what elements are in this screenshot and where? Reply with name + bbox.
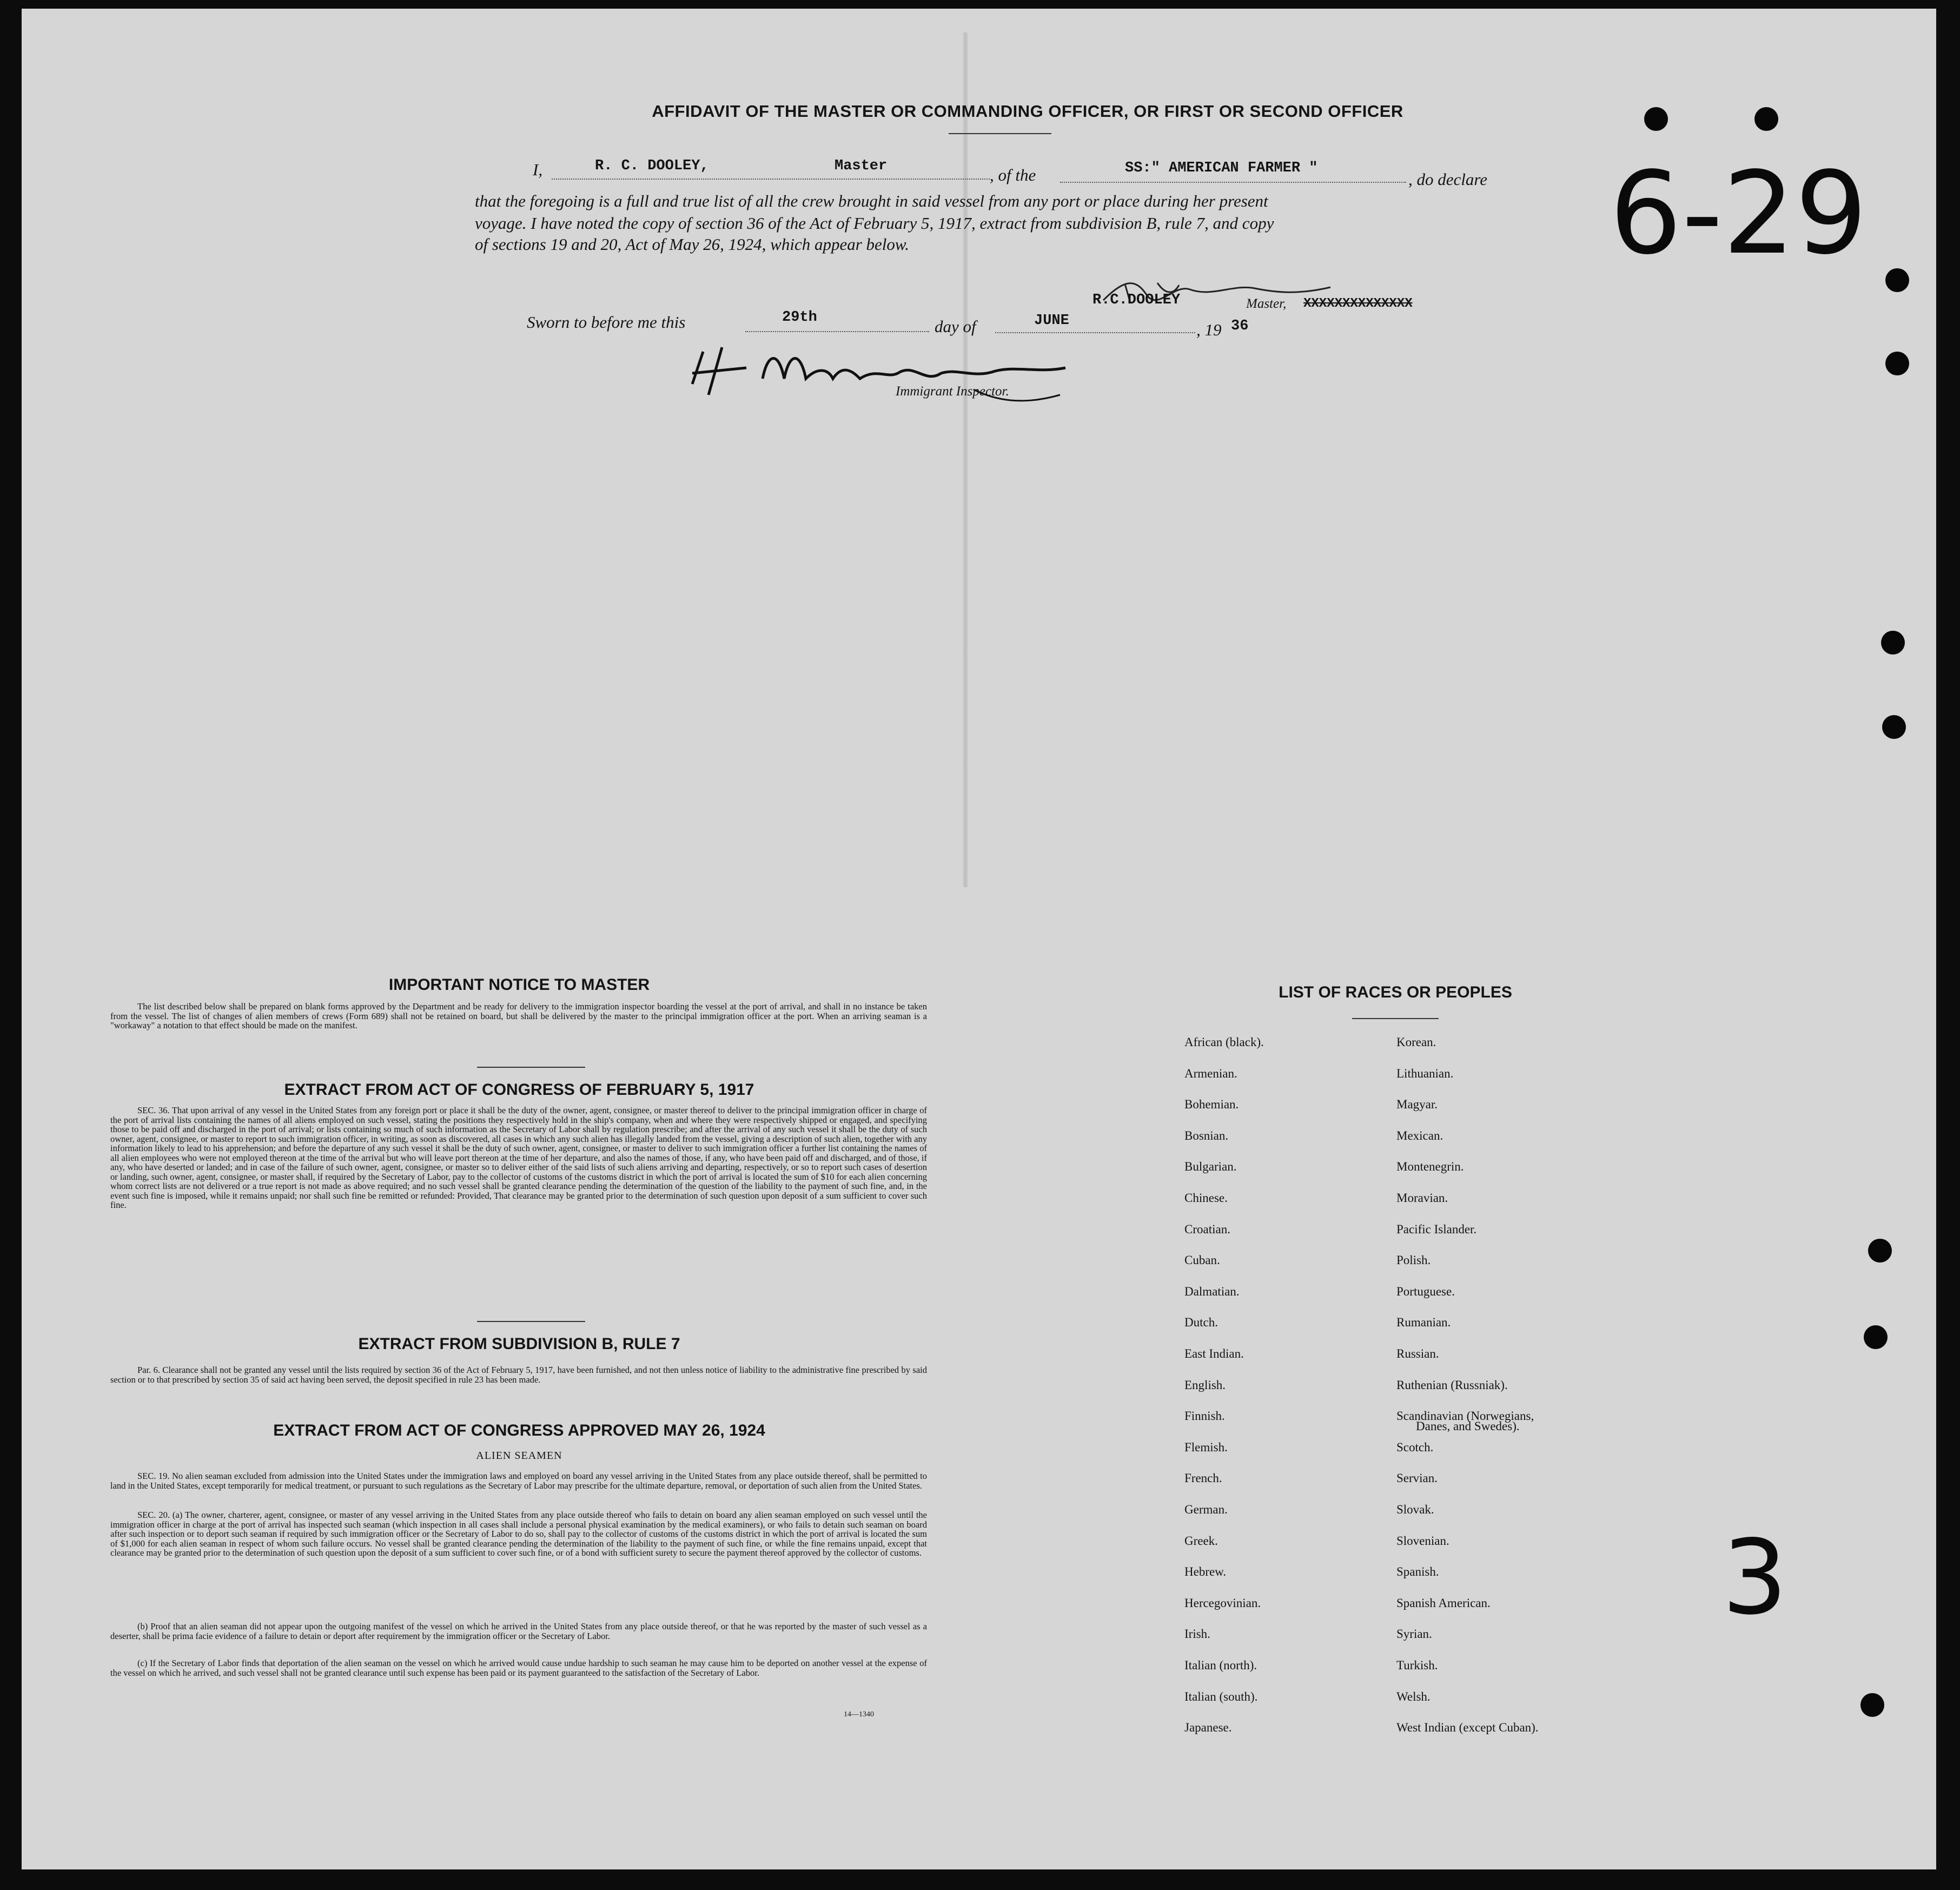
punch-hole [1860,1693,1884,1717]
race-item: Syrian. [1396,1627,1432,1641]
race-item: English. [1184,1378,1226,1392]
race-item: Korean. [1396,1035,1436,1049]
race-item: Dutch. [1184,1316,1218,1330]
sec19-text: SEC. 19. No alien seaman excluded from admission into the United States under the immigration laws and employed on board any vessel arriving in the United States from any place outside thereof, shall be permitted to land in the United States, except temporarily for medical treatment, or pursuant to such regulations as the Secretary of Labor may prescribe for the ultimate departure, removal, or deportation of such alien from the United States. [110,1471,927,1491]
punch-hole [1868,1239,1892,1263]
sworn-year: 36 [1231,318,1249,334]
punch-hole [1885,268,1909,292]
race-item: Rumanian. [1396,1316,1451,1330]
form-number: 14—1340 [844,1710,874,1719]
of-the-label: , of the [990,166,1036,184]
master-signed-name: R.C.DOOLEY [1092,292,1181,308]
sworn-month: JUNE [1034,313,1069,329]
extract-1924-subtitle: ALIEN SEAMEN [476,1450,562,1462]
punch-hole [1885,352,1909,375]
race-item: Polish. [1396,1253,1431,1267]
race-item: Flemish. [1184,1440,1228,1454]
race-item: Russian. [1396,1347,1439,1360]
race-item: Bosnian. [1184,1128,1229,1142]
race-item: Moravian. [1396,1191,1448,1205]
struck-title: XXXXXXXXXXXXXX [1303,296,1413,311]
page-fold [963,32,968,887]
inspector-signature [671,335,1082,417]
sec20b-text: (b) Proof that an alien seaman did not appear upon the outgoing manifest of the vessel on which he arrived in the United States from any place outside thereof, or that he was reported by the master of such vessel as a deserter, shall be prima facie evidence of a failure to detain or deport after requirement by the immigration officer or the Secretary of Labor. [110,1621,927,1641]
race-item: Slovak. [1396,1503,1434,1516]
punch-hole [1882,715,1906,739]
affidavit-line: of sections 19 and 20, Act of May 26, 1924, which appear below. [475,235,910,254]
race-item: Cuban. [1184,1253,1220,1267]
affidavit-title: AFFIDAVIT OF THE MASTER OR COMMANDING OFFICER, OR FIRST OR SECOND OFFICER [652,102,1403,121]
race-item: Welsh. [1396,1689,1431,1703]
month-underline [995,332,1195,333]
race-item: Greek. [1184,1534,1218,1548]
race-item: German. [1184,1503,1228,1516]
master-rank: Master [835,158,888,174]
do-declare-label: , do declare [1408,170,1488,189]
day-of-label: day of [935,317,976,336]
handwritten-number: 3 [1722,1518,1787,1637]
vessel-name: SS:" AMERICAN FARMER " [1125,160,1318,176]
race-item: Dalmatian. [1184,1284,1240,1298]
punch-hole [1881,631,1905,655]
race-item: Hebrew. [1184,1565,1227,1579]
punch-hole [1754,107,1778,131]
race-item: Armenian. [1184,1066,1237,1080]
race-item: Montenegrin. [1396,1160,1464,1174]
affidavit-line: voyage. I have noted the copy of section 36 of the Act of February 5, 1917, extract from subdivision B, rule 7, and copy [475,214,1274,233]
race-item: Japanese. [1184,1721,1232,1735]
sec20c-text: (c) If the Secretary of Labor finds that deportation of the alien seaman on the vessel on which he arrived would cause undue hardship to such seaman he may cause him to be deported on another vessel at the expense of the vessel on which he arrived, and such vessel shall not be granted clearance until such expense has been paid or its payment guaranteed to the satisfaction of the Secretary of Labor. [110,1658,927,1678]
race-item: Servian. [1396,1471,1438,1485]
race-item: Hercegovinian. [1184,1596,1261,1610]
race-item: French. [1184,1471,1222,1485]
notice-title: IMPORTANT NOTICE TO MASTER [388,976,650,994]
race-item: West Indian (except Cuban). [1396,1721,1539,1735]
race-item: Lithuanian. [1396,1066,1454,1080]
race-item: Danes, and Swedes). [1416,1419,1520,1433]
race-item: Scotch. [1396,1440,1434,1454]
sworn-day: 29th [782,309,817,326]
affidavit-line: that the foregoing is a full and true list of all the crew brought in said vessel from any port or place during her present [475,191,1268,210]
race-item: Slovenian. [1396,1534,1449,1548]
races-title: LIST OF RACES OR PEOPLES [1279,983,1512,1001]
race-item: Spanish. [1396,1565,1439,1579]
race-item: Scandinavian (Norwegians, [1396,1409,1534,1423]
notice-body: The list described below shall be prepared on blank forms approved by the Department and be ready for delivery to the immigration inspector boarding the vessel at the port of arrival, and shall in no instance be taken from the vessel. The list of changes of alien members of crews (Form 689) shall not be retained on board, but shall be delivered by the master to the principal immigration officer at the port. When an arriving seaman is a "workaway" a notation to that effect should be made on the manifest. [110,1001,927,1030]
name-underline [552,179,990,180]
master-label: Master, [1246,296,1287,311]
sec20a-text: SEC. 20. (a) The owner, charterer, agent, consignee, or master of any vessel arriving in the United States from any place outside thereof who fails to detain on board any alien seaman employed on such vessel until the immigration officer in charge at the port of arrival has inspected such seaman (which inspection in all cases shall include a personal physical examination by the medical examiners), or who fails to detain such seaman on board after such inspection or to deport such seaman if required by such immigration officer or the Secretary of Labor to do so, shall pay to the collector of customs of the customs district in which the port of arrival is located the sum of $1,000 for each alien seaman in respect of whom such failure occurs. No vessel shall be granted clearance pending the determination of the liability to the payment of such fine, or while the fine remains unpaid, except that clearance may be granted prior to the determination of such question upon the deposit of a sum sufficient to cover such fine, or of a bond with sufficient surety to secure the payment thereof approved by the collector of customs. [110,1510,927,1558]
race-item: Mexican. [1396,1128,1443,1142]
race-item: Turkish. [1396,1658,1438,1672]
year-prefix: , 19 [1196,320,1222,339]
rule7-title: EXTRACT FROM SUBDIVISION B, RULE 7 [358,1335,680,1353]
affidavit-i: I, [533,160,543,179]
race-item: Italian (north). [1184,1658,1257,1672]
extract-1924-title: EXTRACT FROM ACT OF CONGRESS APPROVED MAY 26, 1924 [273,1422,765,1439]
day-underline [745,331,929,332]
race-item: Bohemian. [1184,1098,1239,1112]
document-page [22,9,1936,1869]
race-item: Irish. [1184,1627,1210,1641]
handwritten-number: 6-29 [1610,147,1868,280]
punch-hole [1644,107,1668,131]
race-item: Bulgarian. [1184,1160,1237,1174]
race-item: African (black). [1184,1035,1264,1049]
race-item: Chinese. [1184,1191,1228,1205]
vessel-underline [1060,182,1406,183]
race-item: East Indian. [1184,1347,1244,1360]
divider [1352,1018,1439,1019]
punch-hole [1864,1325,1888,1349]
race-item: Spanish American. [1396,1596,1491,1610]
race-item: Magyar. [1396,1098,1438,1112]
race-item: Finnish. [1184,1409,1225,1423]
inspector-label: Immigrant Inspector. [896,384,1009,399]
divider [477,1321,585,1322]
extract-1917-body: SEC. 36. That upon arrival of any vessel in the United States from any foreign port or place it shall be the duty of the owner, agent, consignee, or master thereof to deliver to the principal immigration officer in charge of the port of arrival lists containing the names of all aliens employed on such vessel, stating the positions they respectively hold in the ship's company, when and where they were respectively shipped or engaged, and specifying those to be paid off and discharged in the port of arrival; or lists containing so much of such information as the Secretary of Labor shall by regulation prescribe; and after the arrival of any such vessel it shall be the duty of such owner, agent, consignee, or master to report to such immigration officer, in writing, as soon as discovered, all cases in which any such alien has illegally landed from the vessel, giving a description of such alien, together with any information likely to lead to his apprehension; and before the departure of any such vessel it shall be the duty of such owner, agent, consignee, or master to deliver to such immigration officer a further list containing the names of all alien employees who were not employed thereon at the time of the arrival but who will leave port thereon at the time of her departure, and also the names of those, if any, who have been paid off and discharged, and of those, if any, who have deserted or landed; and in case of the failure of such owner, agent, consignee, or master so to deliver either of the said lists of such aliens arriving and departing, respectively, or so to report such cases of desertion or landing, such owner, agent, consignee, or master shall, if required by the Secretary of Labor, pay to the collector of customs of the customs district in which the port of arrival is located the sum of $10 for each alien concerning whom correct lists are not delivered or a true report is not made as above required; and no such vessel shall be granted clearance pending the determination of the question of the liability to the payment of such fine, and, in the event such fine is imposed, while it remains unpaid; nor shall such fine be remitted or refunded: Provided, That clearance may be granted prior to the determination of such question upon deposit of a sum sufficient to cover such fine. [110,1105,927,1210]
divider [949,133,1051,134]
master-name: R. C. DOOLEY, [595,158,709,174]
divider [477,1067,585,1068]
race-item: Croatian. [1184,1222,1230,1236]
race-item: Italian (south). [1184,1689,1258,1703]
race-item: Portuguese. [1396,1284,1455,1298]
race-item: Ruthenian (Russniak). [1396,1378,1508,1392]
extract-1917-title: EXTRACT FROM ACT OF CONGRESS OF FEBRUARY 5, 1917 [284,1081,754,1099]
rule7-body: Par. 6. Clearance shall not be granted any vessel until the lists required by section 36 of the Act of February 5, 1917, have been furnished, and not then unless notice of liability to the administrative fine prescribed by said section or to that prescribed by section 35 of said act having been served, the deposit specified in rule 23 has been made. [110,1365,927,1385]
race-item: Pacific Islander. [1396,1222,1477,1236]
sworn-label: Sworn to before me this [527,313,686,332]
